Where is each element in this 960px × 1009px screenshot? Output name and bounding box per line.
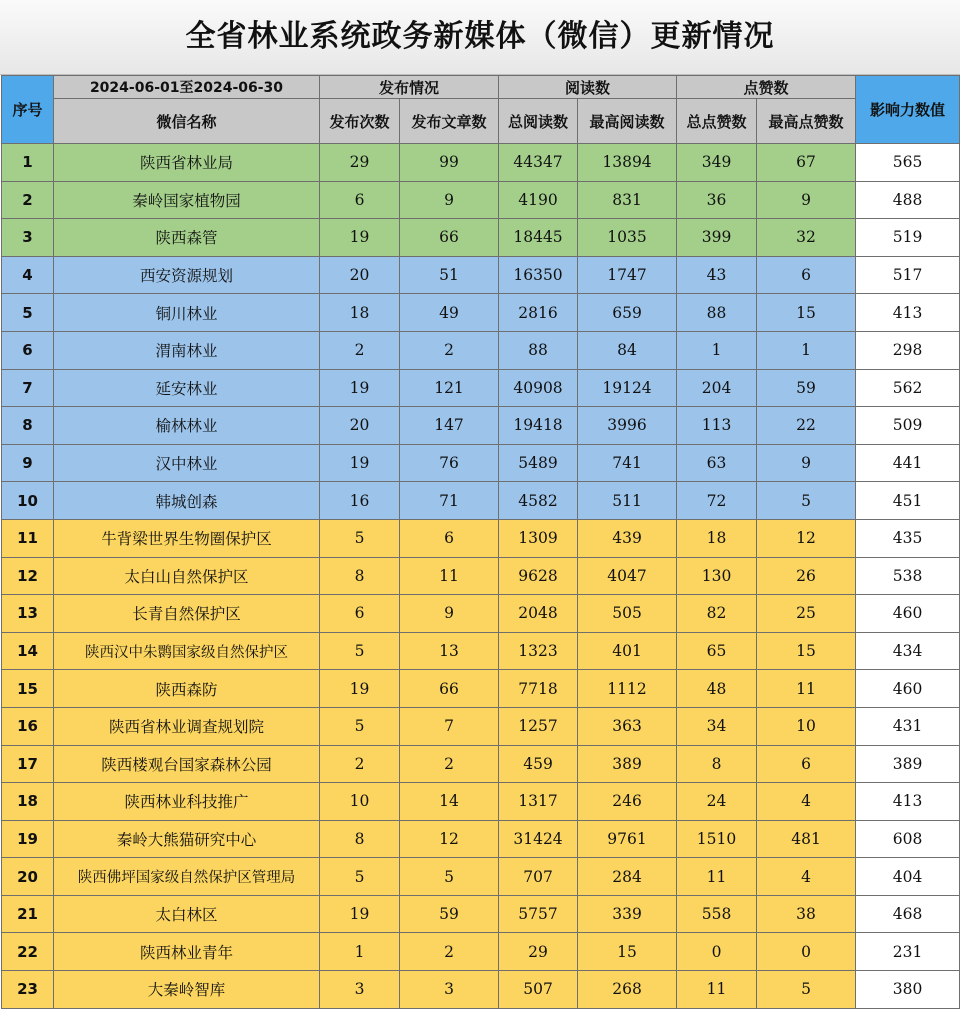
max-reads-cell: 3996 — [578, 407, 677, 445]
max-likes-cell: 9 — [757, 181, 856, 219]
article-count-cell: 2 — [400, 745, 499, 783]
max-likes-cell: 67 — [757, 144, 856, 182]
influence-value-cell: 565 — [856, 144, 960, 182]
total-likes-cell: 34 — [677, 707, 757, 745]
table-row — [2, 971, 960, 1009]
account-name-cell: 陕西楼观台国家森林公园 — [54, 745, 320, 783]
max-reads-cell: 511 — [578, 482, 677, 520]
table-row — [2, 783, 960, 821]
account-name-cell: 陕西林业青年 — [54, 933, 320, 971]
article-count-cell: 66 — [400, 670, 499, 708]
influence-value-cell: 509 — [856, 407, 960, 445]
max-likes-cell: 6 — [757, 745, 856, 783]
total-reads-cell: 40908 — [499, 369, 578, 407]
influence-value-cell: 413 — [856, 783, 960, 821]
article-count-cell: 71 — [400, 482, 499, 520]
max-reads-cell: 831 — [578, 181, 677, 219]
max-reads-cell: 389 — [578, 745, 677, 783]
publish-count-cell: 8 — [320, 557, 400, 595]
table-row — [2, 670, 960, 708]
publish-count-cell: 6 — [320, 181, 400, 219]
table-row — [2, 294, 960, 332]
max-reads-cell: 19124 — [578, 369, 677, 407]
account-name-cell: 汉中林业 — [54, 444, 320, 482]
max-likes-cell: 26 — [757, 557, 856, 595]
total-likes-cell: 349 — [677, 144, 757, 182]
publish-count-cell: 19 — [320, 219, 400, 257]
article-count-cell: 11 — [400, 557, 499, 595]
max-reads-cell: 363 — [578, 707, 677, 745]
influence-value-cell: 389 — [856, 745, 960, 783]
total-likes-header: 总点赞数 — [677, 99, 757, 144]
article-count-cell: 2 — [400, 933, 499, 971]
max-likes-header: 最高点赞数 — [757, 99, 856, 144]
max-reads-header: 最高阅读数 — [578, 99, 677, 144]
row-index-cell: 19 — [2, 820, 54, 858]
total-reads-cell: 88 — [499, 331, 578, 369]
influence-value-cell: 538 — [856, 557, 960, 595]
influence-value-cell: 517 — [856, 256, 960, 294]
max-reads-cell: 13894 — [578, 144, 677, 182]
table-row — [2, 858, 960, 896]
publish-count-cell: 29 — [320, 144, 400, 182]
max-likes-cell: 11 — [757, 670, 856, 708]
table-row — [2, 595, 960, 633]
row-index-cell: 17 — [2, 745, 54, 783]
table-row — [2, 820, 960, 858]
influence-value-cell: 441 — [856, 444, 960, 482]
row-index-cell: 13 — [2, 595, 54, 633]
max-likes-cell: 4 — [757, 858, 856, 896]
row-index-cell: 14 — [2, 632, 54, 670]
account-name-cell: 陕西森管 — [54, 219, 320, 257]
total-reads-cell: 2048 — [499, 595, 578, 633]
article-count-cell: 5 — [400, 858, 499, 896]
total-reads-cell: 31424 — [499, 820, 578, 858]
influence-value-cell: 468 — [856, 895, 960, 933]
max-likes-cell: 5 — [757, 971, 856, 1009]
influence-value-cell: 488 — [856, 181, 960, 219]
index-header: 序号 — [2, 76, 54, 144]
table-body — [2, 144, 960, 1009]
table-row — [2, 444, 960, 482]
article-count-cell: 9 — [400, 595, 499, 633]
total-likes-cell: 36 — [677, 181, 757, 219]
table-row — [2, 482, 960, 520]
table-row — [2, 933, 960, 971]
publish-count-cell: 6 — [320, 595, 400, 633]
influence-value-cell: 404 — [856, 858, 960, 896]
total-reads-cell: 18445 — [499, 219, 578, 257]
article-count-cell: 76 — [400, 444, 499, 482]
article-count-cell: 121 — [400, 369, 499, 407]
account-name-cell: 太白山自然保护区 — [54, 557, 320, 595]
account-name-cell: 陕西省林业调查规划院 — [54, 707, 320, 745]
total-reads-cell: 5489 — [499, 444, 578, 482]
table-row — [2, 181, 960, 219]
row-index-cell: 8 — [2, 407, 54, 445]
page-title: 全省林业系统政务新媒体（微信）更新情况 — [0, 0, 960, 75]
article-count-cell: 9 — [400, 181, 499, 219]
article-count-cell: 12 — [400, 820, 499, 858]
stats-table — [1, 75, 960, 1009]
total-likes-cell: 18 — [677, 519, 757, 557]
article-count-cell: 13 — [400, 632, 499, 670]
total-likes-cell: 8 — [677, 745, 757, 783]
max-reads-cell: 4047 — [578, 557, 677, 595]
total-reads-cell: 4190 — [499, 181, 578, 219]
account-name-cell: 韩城创森 — [54, 482, 320, 520]
account-name-cell: 西安资源规划 — [54, 256, 320, 294]
article-count-cell: 49 — [400, 294, 499, 332]
max-likes-cell: 38 — [757, 895, 856, 933]
account-name-cell: 秦岭国家植物园 — [54, 181, 320, 219]
table-row — [2, 144, 960, 182]
table-row — [2, 256, 960, 294]
date-range-header: 2024-06-01至2024-06-30 — [54, 76, 320, 99]
table-row — [2, 369, 960, 407]
row-index-cell: 21 — [2, 895, 54, 933]
max-reads-cell: 284 — [578, 858, 677, 896]
publish-count-cell: 5 — [320, 707, 400, 745]
influence-header: 影响力数值 — [856, 76, 960, 144]
max-reads-cell: 401 — [578, 632, 677, 670]
row-index-cell: 4 — [2, 256, 54, 294]
article-count-cell: 51 — [400, 256, 499, 294]
total-reads-cell: 5757 — [499, 895, 578, 933]
publish-count-cell: 19 — [320, 670, 400, 708]
total-reads-header: 总阅读数 — [499, 99, 578, 144]
row-index-cell: 15 — [2, 670, 54, 708]
row-index-cell: 12 — [2, 557, 54, 595]
row-index-cell: 23 — [2, 971, 54, 1009]
max-likes-cell: 1 — [757, 331, 856, 369]
influence-value-cell: 608 — [856, 820, 960, 858]
max-reads-cell: 246 — [578, 783, 677, 821]
max-likes-cell: 15 — [757, 632, 856, 670]
total-likes-cell: 48 — [677, 670, 757, 708]
table-row — [2, 632, 960, 670]
row-index-cell: 2 — [2, 181, 54, 219]
total-likes-cell: 88 — [677, 294, 757, 332]
total-likes-cell: 399 — [677, 219, 757, 257]
publish-count-header: 发布次数 — [320, 99, 400, 144]
row-index-cell: 18 — [2, 783, 54, 821]
total-likes-cell: 72 — [677, 482, 757, 520]
account-name-cell: 陕西汉中朱鹮国家级自然保护区 — [54, 632, 320, 670]
max-likes-cell: 481 — [757, 820, 856, 858]
max-reads-cell: 659 — [578, 294, 677, 332]
max-reads-cell: 84 — [578, 331, 677, 369]
table-row — [2, 407, 960, 445]
table-row — [2, 519, 960, 557]
max-reads-cell: 741 — [578, 444, 677, 482]
max-reads-cell: 1035 — [578, 219, 677, 257]
article-count-cell: 2 — [400, 331, 499, 369]
account-name-cell: 陕西森防 — [54, 670, 320, 708]
total-likes-cell: 24 — [677, 783, 757, 821]
table-row — [2, 557, 960, 595]
max-likes-cell: 15 — [757, 294, 856, 332]
total-likes-cell: 43 — [677, 256, 757, 294]
total-reads-cell: 9628 — [499, 557, 578, 595]
total-likes-cell: 1 — [677, 331, 757, 369]
max-likes-cell: 9 — [757, 444, 856, 482]
publish-group-header: 发布情况 — [320, 76, 499, 99]
like-group-header: 点赞数 — [677, 76, 856, 99]
publish-count-cell: 5 — [320, 632, 400, 670]
max-likes-cell: 12 — [757, 519, 856, 557]
table-row — [2, 331, 960, 369]
publish-count-cell: 1 — [320, 933, 400, 971]
row-index-cell: 3 — [2, 219, 54, 257]
max-reads-cell: 9761 — [578, 820, 677, 858]
total-likes-cell: 63 — [677, 444, 757, 482]
publish-count-cell: 8 — [320, 820, 400, 858]
publish-count-cell: 16 — [320, 482, 400, 520]
row-index-cell: 10 — [2, 482, 54, 520]
total-reads-cell: 4582 — [499, 482, 578, 520]
publish-count-cell: 20 — [320, 407, 400, 445]
max-reads-cell: 1112 — [578, 670, 677, 708]
article-count-cell: 147 — [400, 407, 499, 445]
table-row — [2, 895, 960, 933]
table-row — [2, 707, 960, 745]
row-index-cell: 6 — [2, 331, 54, 369]
account-name-cell: 榆林林业 — [54, 407, 320, 445]
publish-count-cell: 19 — [320, 369, 400, 407]
total-reads-cell: 507 — [499, 971, 578, 1009]
row-index-cell: 11 — [2, 519, 54, 557]
account-name-cell: 渭南林业 — [54, 331, 320, 369]
max-likes-cell: 5 — [757, 482, 856, 520]
max-likes-cell: 22 — [757, 407, 856, 445]
account-name-cell: 太白林区 — [54, 895, 320, 933]
account-name-cell: 陕西省林业局 — [54, 144, 320, 182]
max-reads-cell: 505 — [578, 595, 677, 633]
total-reads-cell: 1323 — [499, 632, 578, 670]
row-index-cell: 5 — [2, 294, 54, 332]
total-likes-cell: 204 — [677, 369, 757, 407]
total-reads-cell: 16350 — [499, 256, 578, 294]
publish-count-cell: 19 — [320, 895, 400, 933]
total-reads-cell: 1317 — [499, 783, 578, 821]
influence-value-cell: 431 — [856, 707, 960, 745]
publish-count-cell: 2 — [320, 331, 400, 369]
total-likes-cell: 113 — [677, 407, 757, 445]
influence-value-cell: 380 — [856, 971, 960, 1009]
account-name-cell: 铜川林业 — [54, 294, 320, 332]
account-name-cell: 延安林业 — [54, 369, 320, 407]
total-reads-cell: 2816 — [499, 294, 578, 332]
total-likes-cell: 65 — [677, 632, 757, 670]
row-index-cell: 22 — [2, 933, 54, 971]
account-name-cell: 陕西林业科技推广 — [54, 783, 320, 821]
max-reads-cell: 15 — [578, 933, 677, 971]
row-index-cell: 20 — [2, 858, 54, 896]
influence-value-cell: 519 — [856, 219, 960, 257]
max-reads-cell: 439 — [578, 519, 677, 557]
total-reads-cell: 44347 — [499, 144, 578, 182]
total-reads-cell: 707 — [499, 858, 578, 896]
total-reads-cell: 19418 — [499, 407, 578, 445]
publish-count-cell: 18 — [320, 294, 400, 332]
publish-count-cell: 20 — [320, 256, 400, 294]
row-index-cell: 1 — [2, 144, 54, 182]
influence-value-cell: 460 — [856, 595, 960, 633]
article-count-header: 发布文章数 — [400, 99, 499, 144]
influence-value-cell: 562 — [856, 369, 960, 407]
article-count-cell: 59 — [400, 895, 499, 933]
max-reads-cell: 1747 — [578, 256, 677, 294]
total-likes-cell: 558 — [677, 895, 757, 933]
max-likes-cell: 25 — [757, 595, 856, 633]
max-likes-cell: 32 — [757, 219, 856, 257]
publish-count-cell: 5 — [320, 858, 400, 896]
article-count-cell: 6 — [400, 519, 499, 557]
influence-value-cell: 435 — [856, 519, 960, 557]
row-index-cell: 7 — [2, 369, 54, 407]
total-reads-cell: 1309 — [499, 519, 578, 557]
max-likes-cell: 6 — [757, 256, 856, 294]
influence-value-cell: 231 — [856, 933, 960, 971]
max-likes-cell: 59 — [757, 369, 856, 407]
account-name-cell: 长青自然保护区 — [54, 595, 320, 633]
publish-count-cell: 2 — [320, 745, 400, 783]
article-count-cell: 7 — [400, 707, 499, 745]
article-count-cell: 99 — [400, 144, 499, 182]
influence-value-cell: 434 — [856, 632, 960, 670]
total-reads-cell: 7718 — [499, 670, 578, 708]
account-name-cell: 秦岭大熊猫研究中心 — [54, 820, 320, 858]
max-likes-cell: 10 — [757, 707, 856, 745]
publish-count-cell: 19 — [320, 444, 400, 482]
max-likes-cell: 4 — [757, 783, 856, 821]
publish-count-cell: 10 — [320, 783, 400, 821]
influence-value-cell: 460 — [856, 670, 960, 708]
influence-value-cell: 298 — [856, 331, 960, 369]
account-name-header: 微信名称 — [54, 99, 320, 144]
table-row — [2, 219, 960, 257]
account-name-cell: 大秦岭智库 — [54, 971, 320, 1009]
article-count-cell: 3 — [400, 971, 499, 1009]
max-reads-cell: 339 — [578, 895, 677, 933]
table-row — [2, 745, 960, 783]
total-likes-cell: 0 — [677, 933, 757, 971]
total-reads-cell: 29 — [499, 933, 578, 971]
publish-count-cell: 3 — [320, 971, 400, 1009]
publish-count-cell: 5 — [320, 519, 400, 557]
account-name-cell: 陕西佛坪国家级自然保护区管理局 — [54, 858, 320, 896]
total-reads-cell: 459 — [499, 745, 578, 783]
influence-value-cell: 413 — [856, 294, 960, 332]
account-name-cell: 牛背梁世界生物圈保护区 — [54, 519, 320, 557]
max-likes-cell: 0 — [757, 933, 856, 971]
article-count-cell: 66 — [400, 219, 499, 257]
row-index-cell: 9 — [2, 444, 54, 482]
max-reads-cell: 268 — [578, 971, 677, 1009]
total-likes-cell: 82 — [677, 595, 757, 633]
read-group-header: 阅读数 — [499, 76, 677, 99]
total-likes-cell: 1510 — [677, 820, 757, 858]
row-index-cell: 16 — [2, 707, 54, 745]
article-count-cell: 14 — [400, 783, 499, 821]
influence-value-cell: 451 — [856, 482, 960, 520]
total-likes-cell: 11 — [677, 858, 757, 896]
total-likes-cell: 130 — [677, 557, 757, 595]
total-reads-cell: 1257 — [499, 707, 578, 745]
total-likes-cell: 11 — [677, 971, 757, 1009]
